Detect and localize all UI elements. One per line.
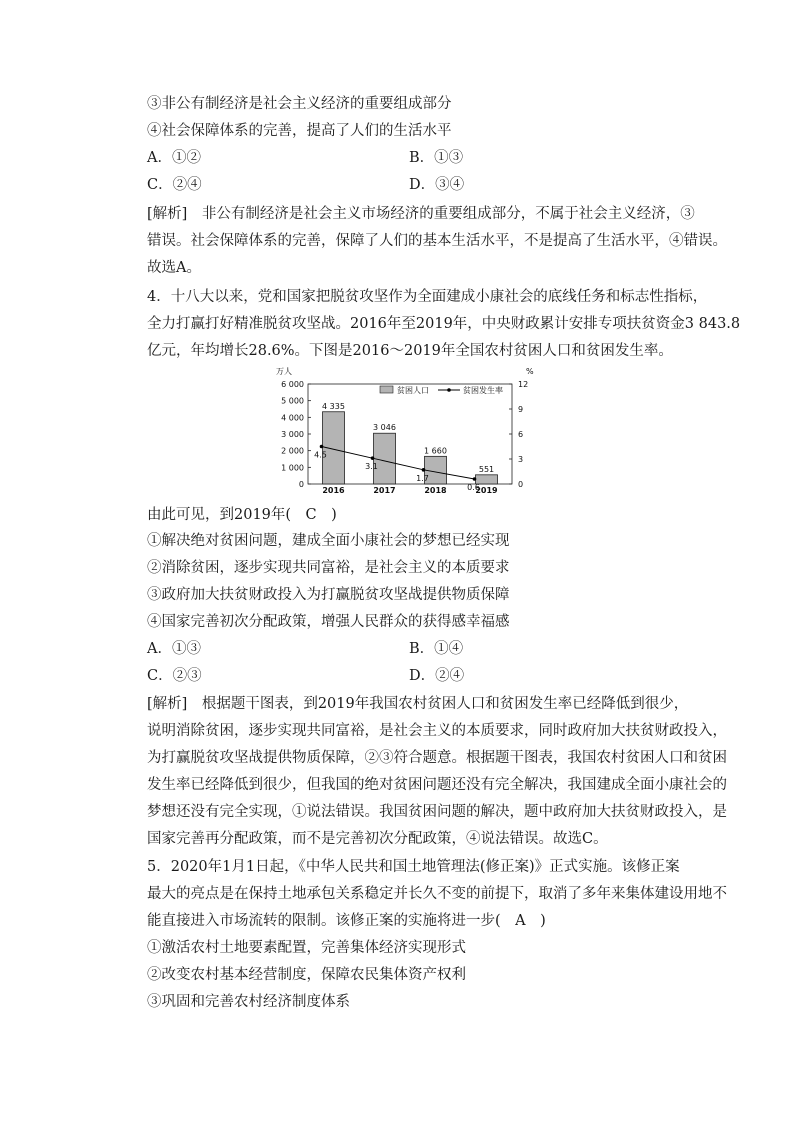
y-left-tick-label: 0: [298, 480, 304, 489]
legend-bar-label: 贫困人口: [397, 386, 429, 395]
analysis-line: 错误。社会保障体系的完善，保障了人们的基本生活水平，不是提高了生活水平，④错误。: [147, 233, 727, 249]
y-right-tick-label: 9: [518, 405, 524, 414]
q4-question: 由此可见，到2019年( C ): [147, 507, 337, 523]
q5-stem-line: 最大的亮点是在保持土地承包关系稳定并长久不变的前提下，取消了多年来集体建设用地不: [147, 886, 727, 902]
q4-option-1: ①解决绝对贫困问题，建成全面小康社会的梦想已经实现: [147, 533, 510, 549]
q4-analysis-line: 为打赢脱贫攻坚战提供物质保障，②③符合题意。根据题干图表，我国农村贫困人口和贫困: [147, 750, 727, 766]
q5-stem-line: 5．2020年1月1日起，《中华人民共和国土地管理法(修正案)》正式实施。该修正案: [147, 859, 680, 875]
q4-stem-line: 全力打赢打好精准脱贫攻坚战。2016年至2019年，中央财政累计安排专项扶贫资金3 843.8: [147, 316, 741, 332]
rate-value-label: 4.5: [314, 450, 327, 460]
q4-option-2: ②消除贫困，逐步实现共同富裕，是社会主义的本质要求: [147, 560, 510, 576]
poverty-chart: [262, 362, 552, 494]
q4-choice-d: D．②④: [409, 668, 465, 684]
bar-value-label: 551: [478, 464, 495, 474]
y-right-tick-label: 6: [518, 430, 524, 439]
q4-analysis-line: 国家完善再分配政策，而不是完善初次分配政策，④说法错误。故选C。: [147, 831, 608, 847]
y-axis-right-label: %: [526, 367, 534, 376]
q4-option-4: ④国家完善初次分配政策，增强人民群众的获得感幸福感: [147, 614, 510, 630]
rate-point-2017: [371, 456, 375, 460]
rate-value-label: 3.1: [365, 462, 378, 472]
bar-value-label: 1 660: [424, 446, 447, 456]
y-left-tick-label: 1 000: [281, 463, 304, 473]
y-left-tick-label: 2 000: [281, 446, 304, 456]
q5-option-3: ③巩固和完善农村经济制度体系: [147, 994, 350, 1010]
x-tick-label: 2018: [424, 486, 447, 494]
option-4: ④社会保障体系的完善，提高了人们的生活水平: [147, 123, 452, 139]
legend-line-label: 贫困发生率: [463, 386, 503, 395]
rate-point-2019: [473, 477, 477, 481]
x-tick-label: 2019: [475, 486, 498, 494]
q4-stem-line: 亿元，年均增长28.6%。下图是2016～2019年全国农村贫困人口和贫困发生率。: [147, 343, 673, 359]
q4-option-3: ③政府加大扶贫财政投入为打赢脱贫攻坚战提供物质保障: [147, 587, 510, 603]
q5-option-2: ②改变农村基本经营制度，保障农民集体资产权利: [147, 967, 466, 983]
choice-c: C．②④: [147, 177, 202, 193]
choice-b: B．①③: [409, 150, 464, 166]
rate-point-2016: [320, 445, 324, 449]
choice-d: D．③④: [409, 177, 465, 193]
rate-value-label: 0.6: [467, 483, 480, 492]
bar-value-label: 3 046: [373, 423, 396, 433]
option-3: ③非公有制经济是社会主义经济的重要组成部分: [147, 96, 452, 112]
y-right-tick-label: 0: [518, 480, 524, 489]
bar-2017: [374, 433, 396, 484]
q5-option-1: ①激活农村土地要素配置，完善集体经济实现形式: [147, 940, 466, 956]
q4-analysis-line: [解析] 根据题干图表，到2019年我国农村贫困人口和贫困发生率已经降低到很少，: [147, 696, 689, 712]
q4-analysis-line: 说明消除贫困，逐步实现共同富裕，是社会主义的本质要求，同时政府加大扶贫财政投入，: [147, 723, 727, 739]
x-tick-label: 2017: [373, 486, 396, 494]
choice-a: A．①②: [147, 150, 201, 166]
y-right-tick-label: 12: [518, 380, 529, 389]
x-tick-label: 2016: [322, 486, 345, 494]
q4-choice-c: C．②③: [147, 668, 202, 684]
y-right-tick-label: 3: [518, 455, 524, 464]
rate-point-2018: [422, 468, 426, 472]
q4-choice-a: A．①③: [147, 641, 201, 657]
y-left-tick-label: 3 000: [281, 430, 304, 439]
y-axis-left-label: 万人: [276, 367, 292, 376]
legend-bar-swatch: [380, 386, 393, 393]
y-left-tick-label: 4 000: [281, 413, 304, 423]
q4-analysis-line: 发生率已经降低到很少，但我国的绝对贫困问题还没有完全解决，我国建成全面小康社会的: [147, 777, 727, 793]
q4-analysis-line: 梦想还没有完全实现，①说法错误。我国贫困问题的解决，题中政府加大扶贫财政投入，是: [147, 804, 727, 820]
q4-stem-line: 4．十八大以来，党和国家把脱贫攻坚作为全面建成小康社会的底线任务和标志性指标，: [147, 289, 708, 305]
analysis-line: [解析] 非公有制经济是社会主义市场经济的重要组成部分，不属于社会主义经济，③: [147, 206, 695, 222]
q4-choice-b: B．①④: [409, 641, 464, 657]
bar-value-label: 4 335: [322, 401, 345, 411]
q5-stem-line: 能直接进入市场流转的限制。该修正案的实施将进一步( A ): [147, 913, 546, 929]
analysis-line: 故选A。: [147, 260, 201, 276]
y-left-tick-label: 5 000: [281, 396, 304, 406]
y-left-tick-label: 6 000: [281, 380, 304, 389]
rate-value-label: 1.7: [416, 473, 429, 483]
legend-line-marker: [447, 388, 451, 392]
